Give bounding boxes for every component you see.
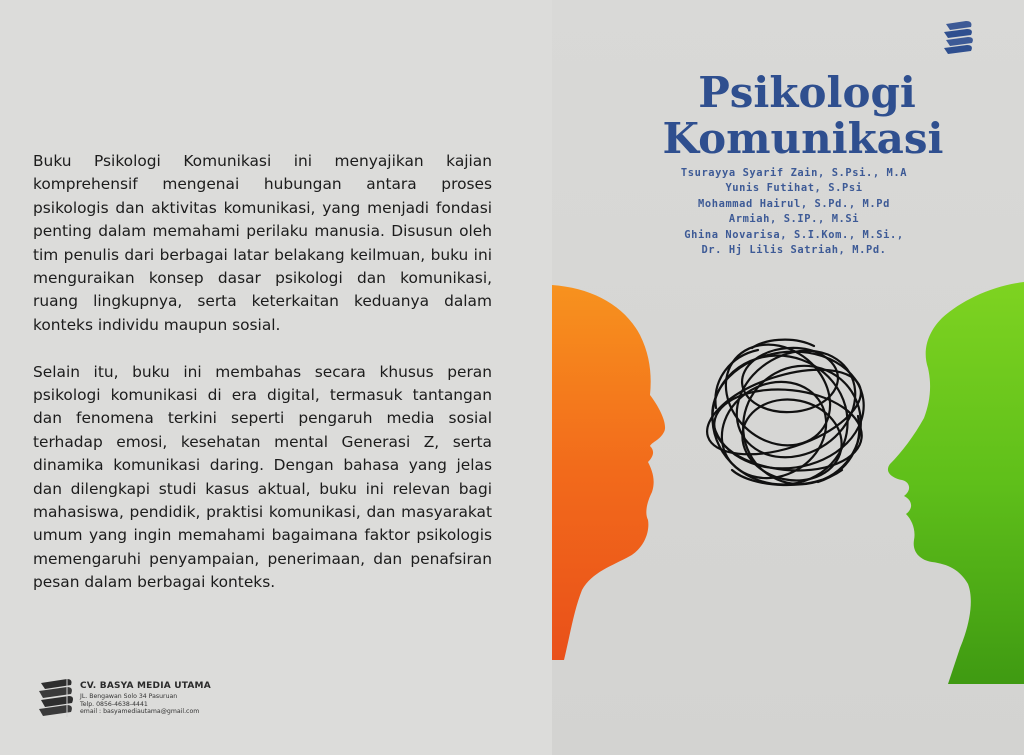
author-list — [644, 166, 944, 258]
orange-face-silhouette — [552, 285, 665, 660]
author-6: Dr. Hj Lilis Satriah, M.Pd. — [701, 244, 887, 257]
brand-books-icon — [942, 20, 976, 58]
blurb-text — [33, 150, 492, 595]
publisher-address: JL. Bengawan Solo 34 Pasuruan — [80, 693, 178, 700]
publisher-phone: Telp. 0856-4638-4441 — [80, 700, 148, 708]
green-face-silhouette — [888, 282, 1024, 684]
author-1: Tsurayya Syarif Zain, S.Psi., M.A — [680, 167, 908, 179]
blurb-paragraph-1: Buku Psikologi Komunikasi ini menyajikan kajian komprehensif mengenai hubungan antara proses psikologis dan aktivitas komunikasi, yang menjadi fondasi penting dalam memahami perilaku manusia. Disusun oleh tim penulis dari berbagai latar belakang keilmuan, buku ini menguraikan konsep dasar psikologi dan komunikasi, ruang lingkupnya, serta keterkaitan keduanya dalam konteks individu maupun sosial. — [33, 152, 492, 334]
publisher-info — [80, 681, 211, 716]
front-cover — [552, 0, 1024, 755]
blurb-paragraph-2: Selain itu, buku ini membahas secara khusus peran psikologi komunikasi di era digital, termasuk tantangan dan fenomena terkini seperti pengaruh media sosial terhadap emosi, kesehatan mental Generasi Z, serta dinamika komunikasi daring. Dengan bahasa yang jelas dan dilengkapi studi kasus aktual, buku ini relevan bagi mahasiswa, pendidik, praktisi komunikasi, dan masyarakat umum yang ingin memahami bagaimana faktor psikologis memengaruhi penyampaian, penerimaan, dan penafsiran pesan dalam berbagai konteks. — [33, 362, 492, 592]
scribble-tangle — [694, 324, 885, 508]
author-4: Armiah, S.IP., M.Si — [728, 213, 860, 226]
author-2: Yunis Futihat, S.Psi — [725, 182, 863, 195]
publisher-block — [37, 677, 211, 721]
publisher-name: CV. BASYA MEDIA UTAMA — [80, 681, 211, 691]
author-5: Ghina Novarisa, S.I.Kom., M.Si., — [684, 228, 904, 241]
publisher-email: email : basyamediautama@gmail.com — [80, 708, 200, 716]
books-stack-icon — [37, 677, 75, 721]
author-3: Mohammad Hairul, S.Pd., M.Pd — [698, 197, 890, 210]
book-title — [552, 70, 1024, 162]
title-line-2: Komunikasi — [662, 114, 944, 163]
title-line-1: Psikologi — [698, 68, 916, 117]
